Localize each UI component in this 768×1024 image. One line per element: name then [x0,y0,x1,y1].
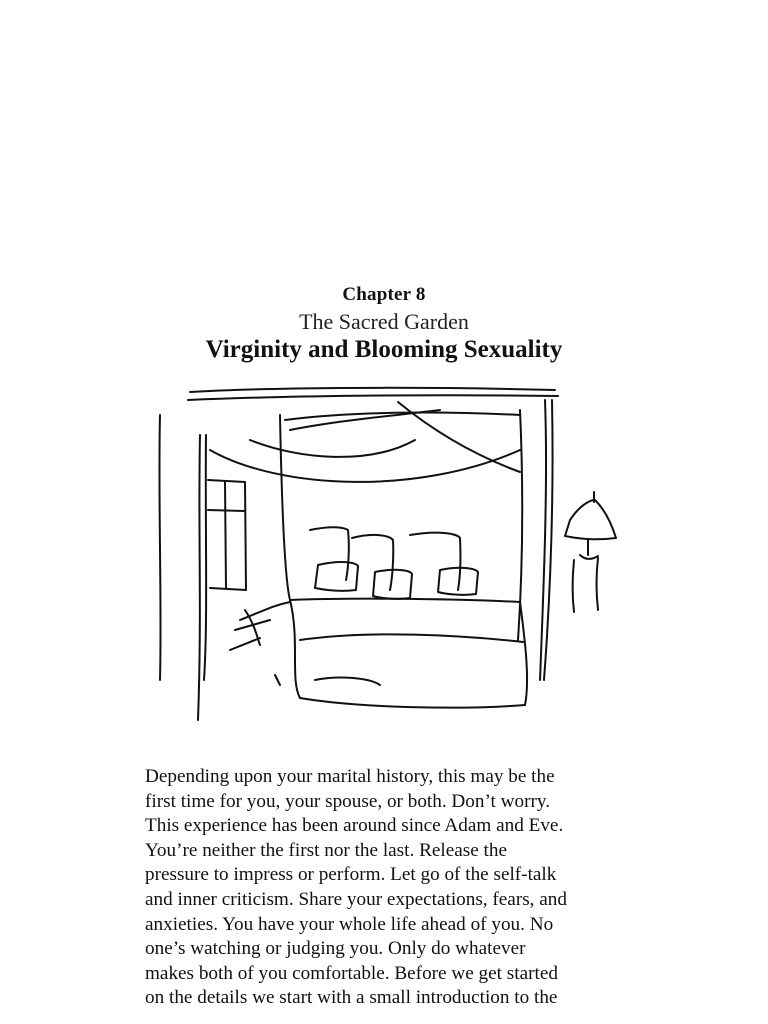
chapter-title: Virginity and Blooming Sexuality [205,336,563,363]
chapter-label: Chapter 8 [342,284,426,305]
body-line: and inner criticism. Share your expectations, fears, and [145,888,567,910]
body-line: Depending upon your marital history, this may be the [145,766,555,787]
body-line: You’re neither the first nor the last. Release the [145,839,507,861]
body-paragraph [145,765,625,1011]
chapter-subtitle: The Sacred Garden [299,309,469,334]
body-line: on the details we start with a small introduction to the [145,987,558,1009]
body-line: pressure to impress or perform. Let go of the self-talk [145,864,557,886]
body-line: This experience has been around since Adam and Eve. [145,815,564,837]
body-line: makes both of you comfortable. Before we get started [145,962,558,984]
body-line: first time for you, your spouse, or both. Don’t worry. [145,790,551,812]
bed-sketch-illustration [140,380,630,730]
body-line: anxieties. You have your whole life ahead of you. No [145,913,554,935]
body-line: one’s watching or judging you. Only do whatever [145,938,526,960]
